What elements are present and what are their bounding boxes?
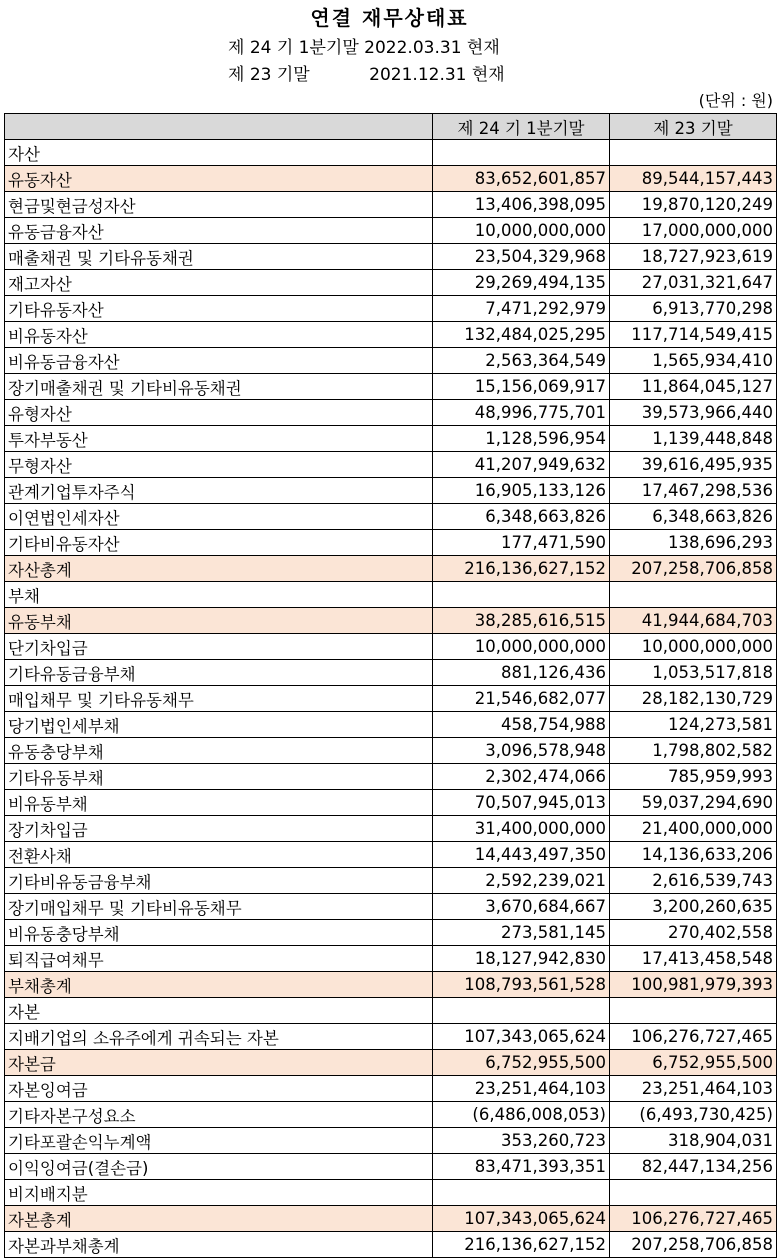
table-row bbox=[5, 296, 777, 322]
table-row bbox=[5, 972, 777, 998]
row-label: 투자부동산 bbox=[5, 426, 433, 452]
row-label: 자본잉여금 bbox=[5, 1076, 433, 1102]
value-prior-period bbox=[610, 998, 777, 1024]
value-prior-period: 89,544,157,443 bbox=[610, 166, 777, 192]
row-label: 자산총계 bbox=[5, 556, 433, 582]
value-prior-period bbox=[610, 140, 777, 166]
row-label: 기타비유동금융부채 bbox=[5, 868, 433, 894]
document-header bbox=[0, 0, 779, 112]
row-label: 장기차입금 bbox=[5, 816, 433, 842]
value-prior-period: (6,493,730,425) bbox=[610, 1102, 777, 1128]
value-current-period: 41,207,949,632 bbox=[433, 452, 610, 478]
value-current-period: 2,563,364,549 bbox=[433, 348, 610, 374]
table-row bbox=[5, 582, 777, 608]
value-current-period bbox=[433, 998, 610, 1024]
row-label: 기타유동자산 bbox=[5, 296, 433, 322]
unit-label: (단위 : 원) bbox=[698, 91, 773, 110]
value-current-period: 3,670,684,667 bbox=[433, 894, 610, 920]
value-prior-period: 1,139,448,848 bbox=[610, 426, 777, 452]
row-label: 유형자산 bbox=[5, 400, 433, 426]
value-prior-period: 207,258,706,858 bbox=[610, 1232, 777, 1258]
table-row bbox=[5, 1232, 777, 1258]
header-prior-period: 제 23 기말 bbox=[610, 114, 777, 140]
value-prior-period: 1,565,934,410 bbox=[610, 348, 777, 374]
value-current-period: 108,793,561,528 bbox=[433, 972, 610, 998]
value-prior-period: 117,714,549,415 bbox=[610, 322, 777, 348]
row-label: 기타유동부채 bbox=[5, 764, 433, 790]
table-row bbox=[5, 504, 777, 530]
period-prior: 제 23 기말 2021.12.31 현재 bbox=[228, 65, 505, 85]
table-row bbox=[5, 270, 777, 296]
value-prior-period: 1,053,517,818 bbox=[610, 660, 777, 686]
value-prior-period: 3,200,260,635 bbox=[610, 894, 777, 920]
value-prior-period bbox=[610, 582, 777, 608]
value-prior-period: 106,276,727,465 bbox=[610, 1206, 777, 1232]
value-current-period: 14,443,497,350 bbox=[433, 842, 610, 868]
value-current-period: 83,652,601,857 bbox=[433, 166, 610, 192]
table-row bbox=[5, 712, 777, 738]
value-prior-period bbox=[610, 1180, 777, 1206]
table-row bbox=[5, 764, 777, 790]
row-label: 비지배지분 bbox=[5, 1180, 433, 1206]
table-row bbox=[5, 842, 777, 868]
table-body bbox=[5, 140, 777, 1258]
table-row bbox=[5, 894, 777, 920]
table-header-row bbox=[5, 114, 777, 140]
table-row bbox=[5, 660, 777, 686]
value-prior-period: 19,870,120,249 bbox=[610, 192, 777, 218]
row-label: 부채총계 bbox=[5, 972, 433, 998]
value-current-period: 273,581,145 bbox=[433, 920, 610, 946]
value-current-period: 48,996,775,701 bbox=[433, 400, 610, 426]
value-current-period: 216,136,627,152 bbox=[433, 1232, 610, 1258]
row-label: 기타비유동자산 bbox=[5, 530, 433, 556]
value-current-period: 10,000,000,000 bbox=[433, 634, 610, 660]
table-row bbox=[5, 244, 777, 270]
value-current-period: 38,285,616,515 bbox=[433, 608, 610, 634]
row-label: 비유동자산 bbox=[5, 322, 433, 348]
value-prior-period: 318,904,031 bbox=[610, 1128, 777, 1154]
row-label: 기타포괄손익누계액 bbox=[5, 1128, 433, 1154]
value-current-period: 23,251,464,103 bbox=[433, 1076, 610, 1102]
value-prior-period: 17,467,298,536 bbox=[610, 478, 777, 504]
header-current-period: 제 24 기 1분기말 bbox=[433, 114, 610, 140]
value-current-period: 7,471,292,979 bbox=[433, 296, 610, 322]
value-prior-period: 23,251,464,103 bbox=[610, 1076, 777, 1102]
row-label: 기타유동금융부채 bbox=[5, 660, 433, 686]
table-row bbox=[5, 1076, 777, 1102]
row-label: 전환사채 bbox=[5, 842, 433, 868]
table-row bbox=[5, 348, 777, 374]
balance-sheet-table bbox=[4, 113, 777, 1258]
table-row bbox=[5, 608, 777, 634]
header-label-cell bbox=[5, 114, 433, 140]
value-current-period: 6,348,663,826 bbox=[433, 504, 610, 530]
row-label: 퇴직급여채무 bbox=[5, 946, 433, 972]
table-row bbox=[5, 530, 777, 556]
row-label: 자본총계 bbox=[5, 1206, 433, 1232]
value-current-period: 3,096,578,948 bbox=[433, 738, 610, 764]
value-current-period bbox=[433, 140, 610, 166]
value-current-period: 29,269,494,135 bbox=[433, 270, 610, 296]
table-row bbox=[5, 374, 777, 400]
value-prior-period: 21,400,000,000 bbox=[610, 816, 777, 842]
document-title: 연결 재무상태표 bbox=[310, 6, 469, 30]
table-row bbox=[5, 166, 777, 192]
table-row bbox=[5, 556, 777, 582]
value-current-period: (6,486,008,053) bbox=[433, 1102, 610, 1128]
value-prior-period: 27,031,321,647 bbox=[610, 270, 777, 296]
row-label: 이익잉여금(결손금) bbox=[5, 1154, 433, 1180]
value-prior-period: 11,864,045,127 bbox=[610, 374, 777, 400]
value-current-period: 1,128,596,954 bbox=[433, 426, 610, 452]
value-current-period: 177,471,590 bbox=[433, 530, 610, 556]
row-label: 지배기업의 소유주에게 귀속되는 자본 bbox=[5, 1024, 433, 1050]
table-row bbox=[5, 998, 777, 1024]
value-current-period: 16,905,133,126 bbox=[433, 478, 610, 504]
value-current-period bbox=[433, 582, 610, 608]
row-label: 당기법인세부채 bbox=[5, 712, 433, 738]
row-label: 유동충당부채 bbox=[5, 738, 433, 764]
table-row bbox=[5, 426, 777, 452]
value-current-period: 132,484,025,295 bbox=[433, 322, 610, 348]
row-label: 비유동금융자산 bbox=[5, 348, 433, 374]
value-current-period: 83,471,393,351 bbox=[433, 1154, 610, 1180]
value-current-period: 2,302,474,066 bbox=[433, 764, 610, 790]
table-row bbox=[5, 218, 777, 244]
row-label: 무형자산 bbox=[5, 452, 433, 478]
row-label: 기타자본구성요소 bbox=[5, 1102, 433, 1128]
value-prior-period: 18,727,923,619 bbox=[610, 244, 777, 270]
value-prior-period: 785,959,993 bbox=[610, 764, 777, 790]
table-row bbox=[5, 946, 777, 972]
value-prior-period: 270,402,558 bbox=[610, 920, 777, 946]
value-prior-period: 138,696,293 bbox=[610, 530, 777, 556]
table-row bbox=[5, 1128, 777, 1154]
row-label: 이연법인세자산 bbox=[5, 504, 433, 530]
row-label: 재고자산 bbox=[5, 270, 433, 296]
value-prior-period: 2,616,539,743 bbox=[610, 868, 777, 894]
value-prior-period: 207,258,706,858 bbox=[610, 556, 777, 582]
row-label: 자본 bbox=[5, 998, 433, 1024]
value-prior-period: 28,182,130,729 bbox=[610, 686, 777, 712]
value-prior-period: 106,276,727,465 bbox=[610, 1024, 777, 1050]
table-row bbox=[5, 686, 777, 712]
value-current-period: 15,156,069,917 bbox=[433, 374, 610, 400]
table-row bbox=[5, 192, 777, 218]
row-label: 매입채무 및 기타유동채무 bbox=[5, 686, 433, 712]
value-prior-period: 6,913,770,298 bbox=[610, 296, 777, 322]
row-label: 장기매입채무 및 기타비유동채무 bbox=[5, 894, 433, 920]
value-prior-period: 6,752,955,500 bbox=[610, 1050, 777, 1076]
value-prior-period: 124,273,581 bbox=[610, 712, 777, 738]
row-label: 장기매출채권 및 기타비유동채권 bbox=[5, 374, 433, 400]
value-current-period: 353,260,723 bbox=[433, 1128, 610, 1154]
value-current-period: 216,136,627,152 bbox=[433, 556, 610, 582]
table-row bbox=[5, 868, 777, 894]
table-row bbox=[5, 1050, 777, 1076]
value-prior-period: 100,981,979,393 bbox=[610, 972, 777, 998]
value-current-period: 10,000,000,000 bbox=[433, 218, 610, 244]
row-label: 유동금융자산 bbox=[5, 218, 433, 244]
value-current-period: 70,507,945,013 bbox=[433, 790, 610, 816]
row-label: 관계기업투자주식 bbox=[5, 478, 433, 504]
value-prior-period: 41,944,684,703 bbox=[610, 608, 777, 634]
table-row bbox=[5, 1024, 777, 1050]
table-row bbox=[5, 1180, 777, 1206]
value-prior-period: 82,447,134,256 bbox=[610, 1154, 777, 1180]
value-prior-period: 14,136,633,206 bbox=[610, 842, 777, 868]
row-label: 현금및현금성자산 bbox=[5, 192, 433, 218]
value-current-period: 21,546,682,077 bbox=[433, 686, 610, 712]
value-current-period: 6,752,955,500 bbox=[433, 1050, 610, 1076]
row-label: 유동자산 bbox=[5, 166, 433, 192]
value-current-period bbox=[433, 1180, 610, 1206]
value-current-period: 458,754,988 bbox=[433, 712, 610, 738]
value-prior-period: 59,037,294,690 bbox=[610, 790, 777, 816]
value-prior-period: 6,348,663,826 bbox=[610, 504, 777, 530]
value-prior-period: 39,616,495,935 bbox=[610, 452, 777, 478]
value-prior-period: 17,413,458,548 bbox=[610, 946, 777, 972]
row-label: 자본금 bbox=[5, 1050, 433, 1076]
table-row bbox=[5, 478, 777, 504]
table-row bbox=[5, 738, 777, 764]
row-label: 비유동부채 bbox=[5, 790, 433, 816]
value-current-period: 13,406,398,095 bbox=[433, 192, 610, 218]
value-prior-period: 10,000,000,000 bbox=[610, 634, 777, 660]
row-label: 비유동충당부채 bbox=[5, 920, 433, 946]
value-current-period: 2,592,239,021 bbox=[433, 868, 610, 894]
value-current-period: 31,400,000,000 bbox=[433, 816, 610, 842]
value-current-period: 107,343,065,624 bbox=[433, 1024, 610, 1050]
table-row bbox=[5, 452, 777, 478]
row-label: 자본과부채총계 bbox=[5, 1232, 433, 1258]
table-row bbox=[5, 634, 777, 660]
row-label: 자산 bbox=[5, 140, 433, 166]
table-row bbox=[5, 322, 777, 348]
value-current-period: 23,504,329,968 bbox=[433, 244, 610, 270]
value-current-period: 18,127,942,830 bbox=[433, 946, 610, 972]
period-current: 제 24 기 1분기말 2022.03.31 현재 bbox=[228, 38, 500, 58]
table-row bbox=[5, 1206, 777, 1232]
table-row bbox=[5, 790, 777, 816]
table-row bbox=[5, 816, 777, 842]
table-row bbox=[5, 1154, 777, 1180]
value-prior-period: 17,000,000,000 bbox=[610, 218, 777, 244]
table-row bbox=[5, 1102, 777, 1128]
value-current-period: 881,126,436 bbox=[433, 660, 610, 686]
table-row bbox=[5, 920, 777, 946]
value-prior-period: 39,573,966,440 bbox=[610, 400, 777, 426]
row-label: 유동부채 bbox=[5, 608, 433, 634]
value-prior-period: 1,798,802,582 bbox=[610, 738, 777, 764]
row-label: 부채 bbox=[5, 582, 433, 608]
value-current-period: 107,343,065,624 bbox=[433, 1206, 610, 1232]
table-row bbox=[5, 140, 777, 166]
row-label: 단기차입금 bbox=[5, 634, 433, 660]
row-label: 매출채권 및 기타유동채권 bbox=[5, 244, 433, 270]
table-row bbox=[5, 400, 777, 426]
